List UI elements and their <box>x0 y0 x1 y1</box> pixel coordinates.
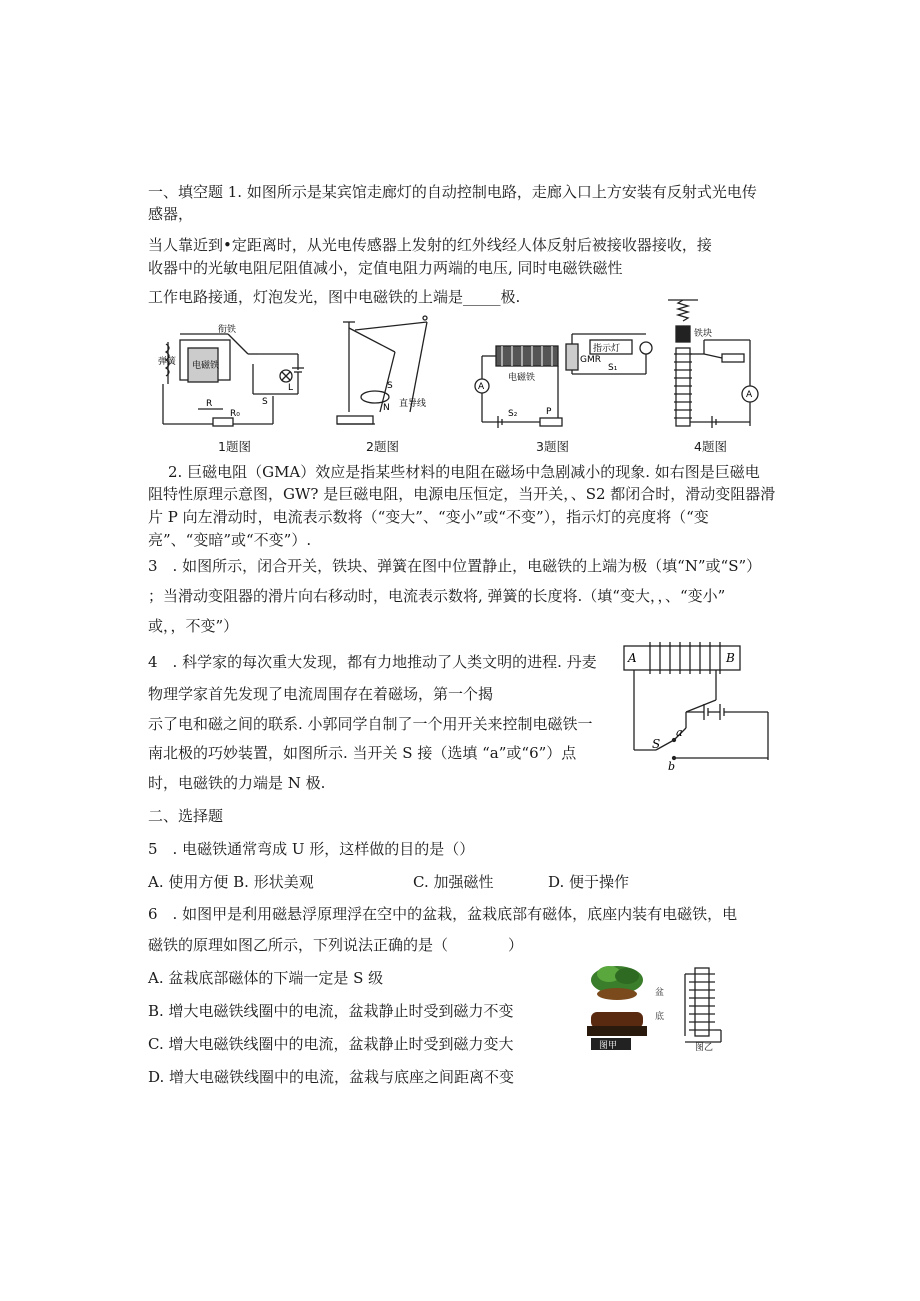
fig2-label-s: S <box>387 381 393 391</box>
q6-line2: 磁铁的原理如图乙所示，下列说法正确的是（ ） <box>148 936 524 954</box>
fig2-label-n: N <box>383 403 390 413</box>
q3-line3: 或，，不变”） <box>148 617 239 635</box>
figure-q4-electromagnet-switch <box>620 640 772 772</box>
q6-option-d: D. 增大电磁铁线圈中的电流，盆栽与底座之间距离不变 <box>148 1068 515 1086</box>
q4-line1: 4 . 科学家的每次重大发现，都有力地推动了人类文明的进程. 丹麦 <box>148 653 597 671</box>
fig-q6-label-base: 底 <box>655 1012 665 1022</box>
fig1-label-iron: 衔铁 <box>218 325 237 335</box>
fig1-label-spring: 弹簧 <box>158 357 177 367</box>
fig4-caption: 4题图 <box>694 439 727 454</box>
q1-line5: 工作电路接通，灯泡发光，图中电磁铁的上端是_____极. <box>148 288 521 306</box>
fig4-label-ammeter: A <box>746 390 753 400</box>
fig-q4-label-b-end: B <box>726 651 735 665</box>
fig4-label-block: 铁块 <box>694 329 713 339</box>
q1-line1: 一、填空题 1. 如图所示是某宾馆走廊灯的自动控制电路，走廊入口上方安装有反射式光电传 <box>148 183 757 201</box>
figure-q6-levitating-plant <box>585 960 745 1052</box>
q5-stem: 5 . 电磁铁通常弯成 U 形，这样做的目的是（） <box>148 840 475 858</box>
fig3-label-lamp: 指示灯 <box>593 344 621 354</box>
fig3-label-ammeter: A <box>478 382 485 392</box>
fig3-label-em: 电磁铁 <box>508 373 536 383</box>
q1-line4: 收器中的光敏电阻尼阻值减小，定值电阻力两端的电压, 同时电磁铁磁性 <box>148 259 623 277</box>
fig3-label-gmr: GMR <box>580 355 601 365</box>
fig2-label-wire: 直导线 <box>399 399 427 409</box>
q3-line2: ；当滑动变阻器的滑片向右移动时，电流表示数将, 弹簧的长度将.（填“变大，，、“变小” <box>148 587 726 605</box>
fig-q6-left-caption: 图甲 <box>599 1041 618 1051</box>
figure-2-oersted-stand <box>335 312 445 434</box>
q3-line1: 3 . 如图所示，闭合开关，铁块、弹簧在图中位置静止，电磁铁的上端为极（填“N”或“S”） <box>148 557 762 575</box>
fig1-label-l: L <box>288 383 294 393</box>
q4-line2: 物理学家首先发现了电流周围存在着磁场，第一个揭 <box>148 685 494 703</box>
fig-q4-label-a-end: A <box>628 651 637 665</box>
q2-line4: 亮”、“变暗”或“不变”）. <box>148 531 312 549</box>
bonsai-photo <box>587 966 647 1036</box>
coil-diagram <box>685 968 721 1042</box>
fig-q6-right-caption: 图乙 <box>695 1043 714 1052</box>
section2-title: 二、选择题 <box>148 807 224 825</box>
q6-option-c: C. 增大电磁铁线圈中的电流，盆栽静止时受到磁力变大 <box>148 1035 514 1053</box>
fig-q6-label-pot: 盆 <box>655 988 665 998</box>
q4-line4: 南北极的巧妙装置，如图所示. 当开关 S 接（选填 “a”或“6”）点 <box>148 744 577 762</box>
q6-line1: 6 . 如图甲是利用磁悬浮原理浮在空中的盆栽，盆栽底部有磁体，底座内装有电磁铁，电 <box>148 905 738 923</box>
q6-option-b: B. 增大电磁铁线圈中的电流，盆栽静止时受到磁力不变 <box>148 1002 514 1020</box>
figure-4-spring-electromagnet <box>664 296 774 434</box>
q1-line3: 当人靠近到•定距离时，从光电传感器上发射的红外线经人体反射后被接收器接收，接 <box>148 236 712 254</box>
fig3-label-p: P <box>546 407 552 417</box>
figure-3-gmr-circuit <box>468 330 660 434</box>
q2-line2: 阻特性原理示意图，GW? 是巨磁电阻，电源电压恒定，当开关，、S2 都闭合时，滑动变阻器滑 <box>148 485 776 503</box>
fig-q4-label-s: S <box>652 737 661 751</box>
q5-option-c: C. 加强磁性 <box>413 873 494 891</box>
q6-option-a: A. 盆栽底部磁体的下端一定是 S 级 <box>148 969 384 987</box>
fig-q4-label-b: b <box>668 760 676 772</box>
fig1-label-r0: R₀ <box>230 409 240 419</box>
figure-1-electromagnetic-relay <box>158 324 306 434</box>
fig1-label-core: 电磁铁 <box>192 361 220 371</box>
fig3-caption: 3题图 <box>536 439 569 454</box>
q2-line1: 2. 巨磁电阻（GMA）效应是指某些材料的电阻在磁场中急剧减小的现象. 如右图是巨磁电 <box>168 463 760 481</box>
fig1-caption: 1题图 <box>218 439 251 454</box>
fig1-label-r: R <box>206 399 213 409</box>
q4-line5: 时，电磁铁的力端是 N 极. <box>148 774 326 792</box>
fig1-label-s: S <box>262 397 268 407</box>
q2-line3: 片 P 向左滑动时，电流表示数将（“变大”、“变小”或“不变”），指示灯的亮度将（“变 <box>148 508 709 526</box>
fig2-caption: 2题图 <box>366 439 399 454</box>
fig3-label-s2: S₂ <box>508 409 518 419</box>
fig3-label-s1: S₁ <box>608 363 618 373</box>
q4-line3: 示了电和磁之间的联系. 小郭同学自制了一个用开关来控制电磁铁一 <box>148 715 593 733</box>
q5-option-d: D. 便于操作 <box>548 873 630 891</box>
q5-option-ab: A. 使用方便 B. 形状美观 <box>148 873 314 891</box>
fig-q4-label-a: a <box>676 726 683 739</box>
q1-line2: 感器， <box>148 205 194 223</box>
